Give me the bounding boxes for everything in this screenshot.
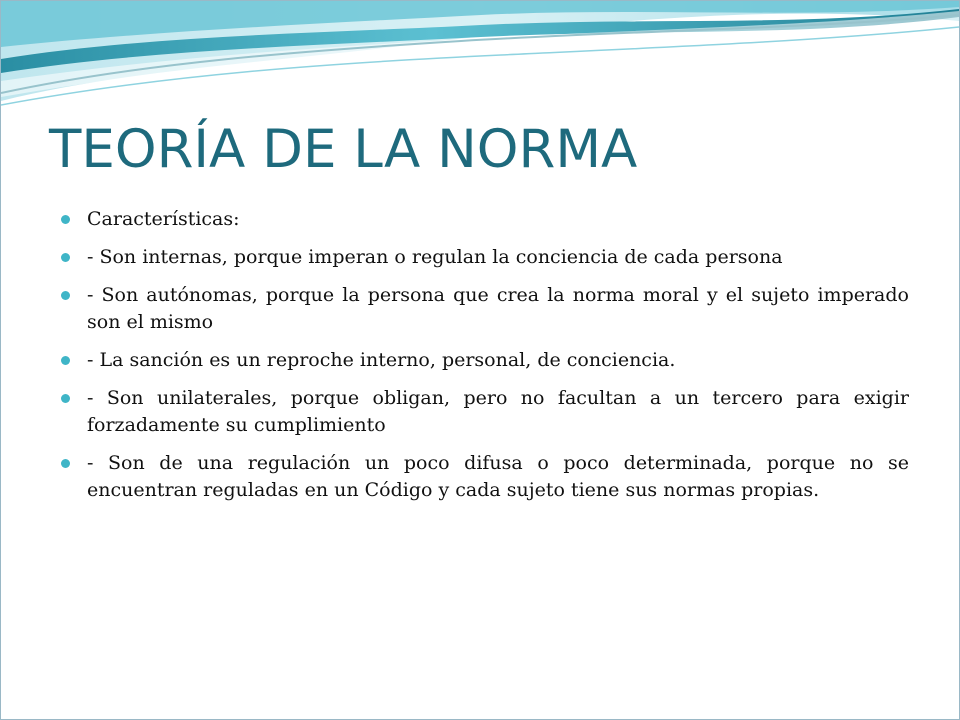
bullet-text: Características:: [87, 208, 240, 230]
bullet-text: - Son de una regulación un poco difusa o poco determinada, porque no se encuentran reguladas en un Código y cada sujeto tiene sus normas propias.: [87, 452, 909, 501]
bullet-item: [59, 385, 909, 439]
bullet-item: [59, 206, 909, 233]
bullet-dot-icon: [61, 215, 70, 224]
bullet-dot-icon: [61, 356, 70, 365]
header-wave-decoration: [1, 1, 959, 111]
bullet-item: [59, 282, 909, 336]
bullet-item: [59, 450, 909, 504]
slide-title: TEORÍA DE LA NORMA: [49, 119, 638, 180]
bullet-text: - Son unilaterales, porque obligan, pero no facultan a un tercero para exigir forzadamente su cumplimiento: [87, 387, 909, 436]
bullet-item: [59, 244, 909, 271]
bullet-dot-icon: [61, 291, 70, 300]
bullet-list: [59, 206, 909, 515]
bullet-text: - Son internas, porque imperan o regulan la conciencia de cada persona: [87, 246, 783, 268]
bullet-text: - La sanción es un reproche interno, personal, de conciencia.: [87, 349, 676, 371]
bullet-item: [59, 347, 909, 374]
bullet-dot-icon: [61, 394, 70, 403]
bullet-dot-icon: [61, 459, 70, 468]
bullet-text: - Son autónomas, porque la persona que crea la norma moral y el sujeto imperado son el mismo: [87, 284, 909, 333]
bullet-dot-icon: [61, 253, 70, 262]
